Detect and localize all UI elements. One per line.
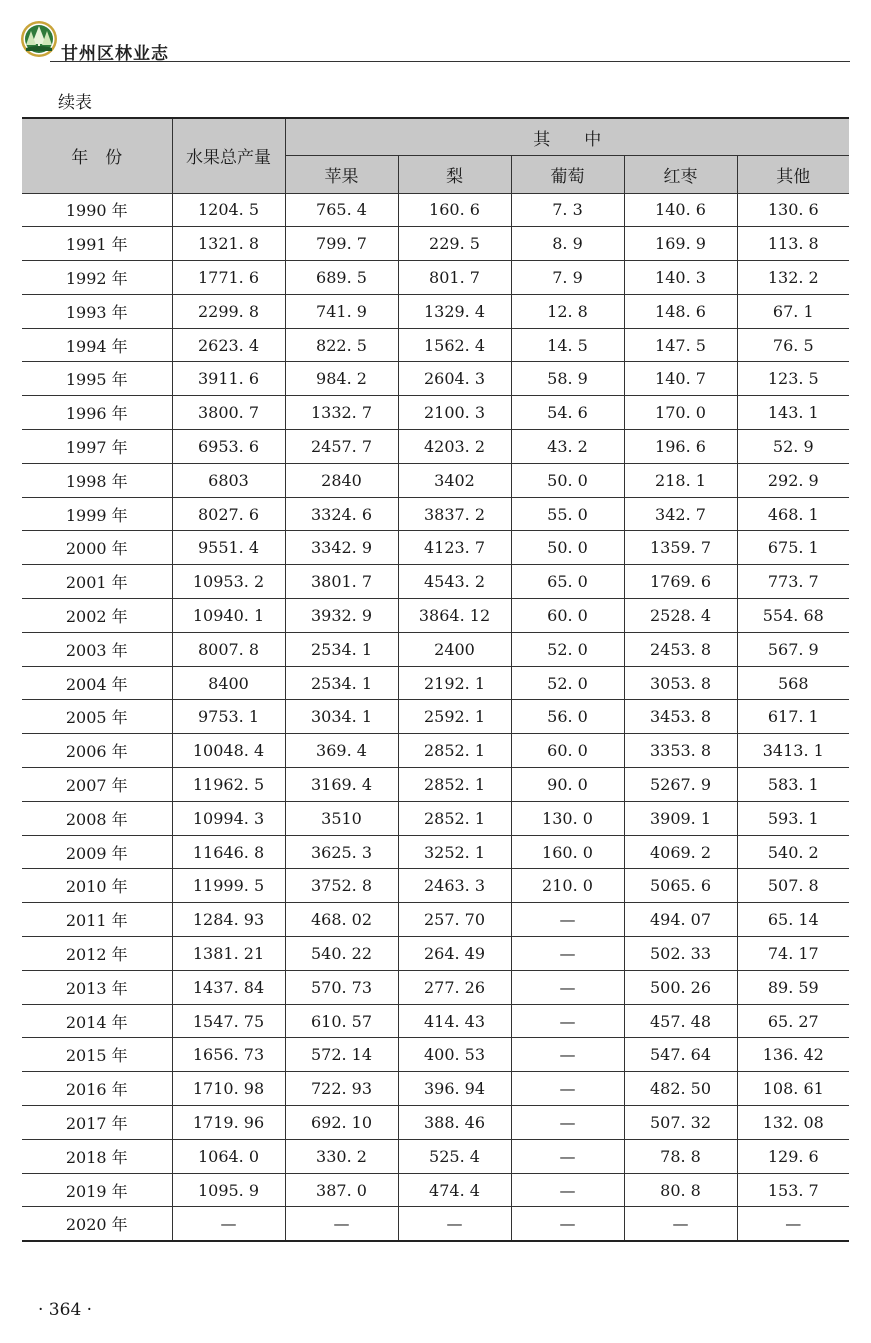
- pear-cell: 2400: [398, 632, 511, 666]
- header-group: 其 中: [285, 118, 849, 156]
- table-row: [22, 666, 849, 700]
- year-cell: 2010 年: [22, 869, 172, 903]
- table-row: [22, 1106, 849, 1140]
- table-row: [22, 903, 849, 937]
- apple-cell: 3324. 6: [285, 497, 398, 531]
- table-row: [22, 734, 849, 768]
- other-cell: 130. 6: [737, 193, 849, 227]
- page-header: [20, 20, 850, 63]
- total-cell: 9753. 1: [172, 700, 285, 734]
- jujube-cell: 147. 5: [624, 328, 737, 362]
- jujube-cell: 196. 6: [624, 430, 737, 464]
- jujube-cell: 170. 0: [624, 396, 737, 430]
- total-cell: 10994. 3: [172, 801, 285, 835]
- grape-cell: —: [511, 970, 624, 1004]
- table-row: [22, 599, 849, 633]
- other-cell: 74. 17: [737, 937, 849, 971]
- pear-cell: 396. 94: [398, 1072, 511, 1106]
- grape-cell: 60. 0: [511, 734, 624, 768]
- year-cell: 2006 年: [22, 734, 172, 768]
- table-row: [22, 700, 849, 734]
- grape-cell: 56. 0: [511, 700, 624, 734]
- table-row: [22, 362, 849, 396]
- jujube-cell: 140. 6: [624, 193, 737, 227]
- table-row: [22, 1173, 849, 1207]
- apple-cell: 330. 2: [285, 1139, 398, 1173]
- table-row: [22, 1004, 849, 1038]
- jujube-cell: 5267. 9: [624, 768, 737, 802]
- grape-cell: 8. 9: [511, 227, 624, 261]
- jujube-cell: 1769. 6: [624, 565, 737, 599]
- year-cell: 2017 年: [22, 1106, 172, 1140]
- apple-cell: 1332. 7: [285, 396, 398, 430]
- other-cell: 132. 2: [737, 261, 849, 295]
- pear-cell: 160. 6: [398, 193, 511, 227]
- table-row: [22, 937, 849, 971]
- jujube-cell: 169. 9: [624, 227, 737, 261]
- other-cell: 583. 1: [737, 768, 849, 802]
- table-row: [22, 970, 849, 1004]
- table-row: [22, 261, 849, 295]
- pear-cell: 2592. 1: [398, 700, 511, 734]
- jujube-cell: 3353. 8: [624, 734, 737, 768]
- total-cell: 1284. 93: [172, 903, 285, 937]
- total-cell: 1656. 73: [172, 1038, 285, 1072]
- total-cell: 1095. 9: [172, 1173, 285, 1207]
- other-cell: 507. 8: [737, 869, 849, 903]
- other-cell: 468. 1: [737, 497, 849, 531]
- year-cell: 2019 年: [22, 1173, 172, 1207]
- total-cell: 1321. 8: [172, 227, 285, 261]
- grape-cell: —: [511, 1207, 624, 1241]
- jujube-cell: 2528. 4: [624, 599, 737, 633]
- grape-cell: 130. 0: [511, 801, 624, 835]
- pear-cell: 2463. 3: [398, 869, 511, 903]
- table-row: [22, 1038, 849, 1072]
- grape-cell: 60. 0: [511, 599, 624, 633]
- header-divider: [50, 61, 850, 62]
- grape-cell: 7. 3: [511, 193, 624, 227]
- pear-cell: 400. 53: [398, 1038, 511, 1072]
- pear-cell: 264. 49: [398, 937, 511, 971]
- total-cell: 3800. 7: [172, 396, 285, 430]
- year-cell: 2002 年: [22, 599, 172, 633]
- other-cell: 108. 61: [737, 1072, 849, 1106]
- pear-cell: 2100. 3: [398, 396, 511, 430]
- other-cell: 568: [737, 666, 849, 700]
- apple-cell: 3932. 9: [285, 599, 398, 633]
- jujube-cell: 1359. 7: [624, 531, 737, 565]
- header-year: 年 份: [22, 118, 172, 193]
- jujube-cell: 3453. 8: [624, 700, 737, 734]
- apple-cell: 2534. 1: [285, 632, 398, 666]
- grape-cell: 12. 8: [511, 294, 624, 328]
- table-row: [22, 1072, 849, 1106]
- other-cell: 129. 6: [737, 1139, 849, 1173]
- year-cell: 2008 年: [22, 801, 172, 835]
- header-other: 其他: [737, 156, 849, 194]
- year-cell: 1990 年: [22, 193, 172, 227]
- total-cell: 1064. 0: [172, 1139, 285, 1173]
- jujube-cell: 5065. 6: [624, 869, 737, 903]
- apple-cell: 387. 0: [285, 1173, 398, 1207]
- total-cell: 10940. 1: [172, 599, 285, 633]
- pear-cell: 277. 26: [398, 970, 511, 1004]
- table-row: [22, 193, 849, 227]
- other-cell: 540. 2: [737, 835, 849, 869]
- year-cell: 2016 年: [22, 1072, 172, 1106]
- table-caption: 续表: [58, 93, 92, 113]
- apple-cell: 822. 5: [285, 328, 398, 362]
- grape-cell: 52. 0: [511, 632, 624, 666]
- apple-cell: 3752. 8: [285, 869, 398, 903]
- table-row: [22, 1207, 849, 1241]
- year-cell: 2003 年: [22, 632, 172, 666]
- grape-cell: 90. 0: [511, 768, 624, 802]
- year-cell: 1994 年: [22, 328, 172, 362]
- book-title: 甘州区林业志: [61, 44, 169, 64]
- grape-cell: —: [511, 1106, 624, 1140]
- grape-cell: —: [511, 903, 624, 937]
- grape-cell: 160. 0: [511, 835, 624, 869]
- grape-cell: 14. 5: [511, 328, 624, 362]
- other-cell: 554. 68: [737, 599, 849, 633]
- apple-cell: 369. 4: [285, 734, 398, 768]
- apple-cell: 984. 2: [285, 362, 398, 396]
- total-cell: 6803: [172, 463, 285, 497]
- table-row: [22, 463, 849, 497]
- table-row: [22, 497, 849, 531]
- other-cell: 567. 9: [737, 632, 849, 666]
- year-cell: 2020 年: [22, 1207, 172, 1241]
- jujube-cell: 140. 7: [624, 362, 737, 396]
- year-cell: 2009 年: [22, 835, 172, 869]
- other-cell: 617. 1: [737, 700, 849, 734]
- total-cell: 6953. 6: [172, 430, 285, 464]
- total-cell: 1547. 75: [172, 1004, 285, 1038]
- pear-cell: 3837. 2: [398, 497, 511, 531]
- table-row: [22, 632, 849, 666]
- year-cell: 1999 年: [22, 497, 172, 531]
- table-row: [22, 768, 849, 802]
- pear-cell: 229. 5: [398, 227, 511, 261]
- apple-cell: 610. 57: [285, 1004, 398, 1038]
- fruit-production-table: [22, 117, 849, 1242]
- page-number: · 364 ·: [38, 1300, 93, 1320]
- jujube-cell: 342. 7: [624, 497, 737, 531]
- pear-cell: 414. 43: [398, 1004, 511, 1038]
- pear-cell: 3402: [398, 463, 511, 497]
- jujube-cell: 494. 07: [624, 903, 737, 937]
- grape-cell: 210. 0: [511, 869, 624, 903]
- pear-cell: 1329. 4: [398, 294, 511, 328]
- year-cell: 2007 年: [22, 768, 172, 802]
- year-cell: 2013 年: [22, 970, 172, 1004]
- year-cell: 2005 年: [22, 700, 172, 734]
- table-row: [22, 328, 849, 362]
- other-cell: 773. 7: [737, 565, 849, 599]
- apple-cell: 468. 02: [285, 903, 398, 937]
- pear-cell: 257. 70: [398, 903, 511, 937]
- pear-cell: 474. 4: [398, 1173, 511, 1207]
- year-cell: 1997 年: [22, 430, 172, 464]
- other-cell: 65. 14: [737, 903, 849, 937]
- apple-cell: 3169. 4: [285, 768, 398, 802]
- year-cell: 2000 年: [22, 531, 172, 565]
- table-row: [22, 227, 849, 261]
- header-jujube: 红枣: [624, 156, 737, 194]
- total-cell: 2299. 8: [172, 294, 285, 328]
- apple-cell: 540. 22: [285, 937, 398, 971]
- jujube-cell: 500. 26: [624, 970, 737, 1004]
- other-cell: 67. 1: [737, 294, 849, 328]
- apple-cell: 2840: [285, 463, 398, 497]
- jujube-cell: 140. 3: [624, 261, 737, 295]
- total-cell: 11962. 5: [172, 768, 285, 802]
- total-cell: 11999. 5: [172, 869, 285, 903]
- table-row: [22, 1139, 849, 1173]
- jujube-cell: 507. 32: [624, 1106, 737, 1140]
- year-cell: 2001 年: [22, 565, 172, 599]
- other-cell: 3413. 1: [737, 734, 849, 768]
- table-header: [22, 118, 849, 193]
- grape-cell: —: [511, 937, 624, 971]
- pear-cell: —: [398, 1207, 511, 1241]
- grape-cell: 7. 9: [511, 261, 624, 295]
- grape-cell: 50. 0: [511, 531, 624, 565]
- pear-cell: 388. 46: [398, 1106, 511, 1140]
- jujube-cell: 547. 64: [624, 1038, 737, 1072]
- total-cell: 1771. 6: [172, 261, 285, 295]
- table-row: [22, 430, 849, 464]
- year-cell: 2015 年: [22, 1038, 172, 1072]
- apple-cell: 570. 73: [285, 970, 398, 1004]
- other-cell: 89. 59: [737, 970, 849, 1004]
- apple-cell: 692. 10: [285, 1106, 398, 1140]
- year-cell: 2004 年: [22, 666, 172, 700]
- jujube-cell: 4069. 2: [624, 835, 737, 869]
- jujube-cell: 148. 6: [624, 294, 737, 328]
- year-cell: 1992 年: [22, 261, 172, 295]
- jujube-cell: 457. 48: [624, 1004, 737, 1038]
- grape-cell: 54. 6: [511, 396, 624, 430]
- apple-cell: 2534. 1: [285, 666, 398, 700]
- jujube-cell: 2453. 8: [624, 632, 737, 666]
- grape-cell: 43. 2: [511, 430, 624, 464]
- year-cell: 2012 年: [22, 937, 172, 971]
- grape-cell: —: [511, 1038, 624, 1072]
- total-cell: 1437. 84: [172, 970, 285, 1004]
- grape-cell: —: [511, 1072, 624, 1106]
- apple-cell: 722. 93: [285, 1072, 398, 1106]
- other-cell: 52. 9: [737, 430, 849, 464]
- jujube-cell: 80. 8: [624, 1173, 737, 1207]
- jujube-cell: 218. 1: [624, 463, 737, 497]
- header-pear: 梨: [398, 156, 511, 194]
- pear-cell: 2192. 1: [398, 666, 511, 700]
- apple-cell: 3342. 9: [285, 531, 398, 565]
- total-cell: —: [172, 1207, 285, 1241]
- header-total: 水果总产量: [172, 118, 285, 193]
- pear-cell: 2852. 1: [398, 734, 511, 768]
- grape-cell: 58. 9: [511, 362, 624, 396]
- year-cell: 1996 年: [22, 396, 172, 430]
- other-cell: 675. 1: [737, 531, 849, 565]
- year-cell: 1998 年: [22, 463, 172, 497]
- apple-cell: 3034. 1: [285, 700, 398, 734]
- pear-cell: 4203. 2: [398, 430, 511, 464]
- grape-cell: 50. 0: [511, 463, 624, 497]
- total-cell: 1381. 21: [172, 937, 285, 971]
- other-cell: 113. 8: [737, 227, 849, 261]
- total-cell: 8007. 8: [172, 632, 285, 666]
- total-cell: 1710. 98: [172, 1072, 285, 1106]
- other-cell: 143. 1: [737, 396, 849, 430]
- total-cell: 10048. 4: [172, 734, 285, 768]
- header-apple: 苹果: [285, 156, 398, 194]
- pear-cell: 4123. 7: [398, 531, 511, 565]
- year-cell: 2018 年: [22, 1139, 172, 1173]
- jujube-cell: —: [624, 1207, 737, 1241]
- other-cell: 593. 1: [737, 801, 849, 835]
- apple-cell: 2457. 7: [285, 430, 398, 464]
- table-row: [22, 531, 849, 565]
- year-cell: 1995 年: [22, 362, 172, 396]
- table-row: [22, 565, 849, 599]
- other-cell: —: [737, 1207, 849, 1241]
- header-grape: 葡萄: [511, 156, 624, 194]
- total-cell: 10953. 2: [172, 565, 285, 599]
- pear-cell: 4543. 2: [398, 565, 511, 599]
- table-body: [22, 193, 849, 1241]
- apple-cell: 741. 9: [285, 294, 398, 328]
- year-cell: 2014 年: [22, 1004, 172, 1038]
- other-cell: 292. 9: [737, 463, 849, 497]
- other-cell: 136. 42: [737, 1038, 849, 1072]
- pear-cell: 3864. 12: [398, 599, 511, 633]
- apple-cell: 799. 7: [285, 227, 398, 261]
- apple-cell: 689. 5: [285, 261, 398, 295]
- grape-cell: 55. 0: [511, 497, 624, 531]
- forest-logo-icon: [20, 20, 58, 58]
- jujube-cell: 78. 8: [624, 1139, 737, 1173]
- grape-cell: —: [511, 1139, 624, 1173]
- total-cell: 11646. 8: [172, 835, 285, 869]
- table-row: [22, 869, 849, 903]
- pear-cell: 1562. 4: [398, 328, 511, 362]
- total-cell: 1719. 96: [172, 1106, 285, 1140]
- apple-cell: 765. 4: [285, 193, 398, 227]
- other-cell: 123. 5: [737, 362, 849, 396]
- grape-cell: —: [511, 1004, 624, 1038]
- other-cell: 153. 7: [737, 1173, 849, 1207]
- grape-cell: —: [511, 1173, 624, 1207]
- table-row: [22, 294, 849, 328]
- grape-cell: 52. 0: [511, 666, 624, 700]
- other-cell: 132. 08: [737, 1106, 849, 1140]
- other-cell: 76. 5: [737, 328, 849, 362]
- jujube-cell: 3909. 1: [624, 801, 737, 835]
- pear-cell: 2604. 3: [398, 362, 511, 396]
- total-cell: 1204. 5: [172, 193, 285, 227]
- apple-cell: 3625. 3: [285, 835, 398, 869]
- year-cell: 1993 年: [22, 294, 172, 328]
- apple-cell: 572. 14: [285, 1038, 398, 1072]
- pear-cell: 2852. 1: [398, 801, 511, 835]
- pear-cell: 3252. 1: [398, 835, 511, 869]
- table-row: [22, 801, 849, 835]
- total-cell: 8400: [172, 666, 285, 700]
- apple-cell: 3801. 7: [285, 565, 398, 599]
- total-cell: 3911. 6: [172, 362, 285, 396]
- table-row: [22, 396, 849, 430]
- apple-cell: —: [285, 1207, 398, 1241]
- apple-cell: 3510: [285, 801, 398, 835]
- year-cell: 1991 年: [22, 227, 172, 261]
- total-cell: 8027. 6: [172, 497, 285, 531]
- pear-cell: 2852. 1: [398, 768, 511, 802]
- total-cell: 2623. 4: [172, 328, 285, 362]
- year-cell: 2011 年: [22, 903, 172, 937]
- pear-cell: 525. 4: [398, 1139, 511, 1173]
- table-row: [22, 835, 849, 869]
- pear-cell: 801. 7: [398, 261, 511, 295]
- jujube-cell: 482. 50: [624, 1072, 737, 1106]
- jujube-cell: 502. 33: [624, 937, 737, 971]
- jujube-cell: 3053. 8: [624, 666, 737, 700]
- other-cell: 65. 27: [737, 1004, 849, 1038]
- grape-cell: 65. 0: [511, 565, 624, 599]
- total-cell: 9551. 4: [172, 531, 285, 565]
